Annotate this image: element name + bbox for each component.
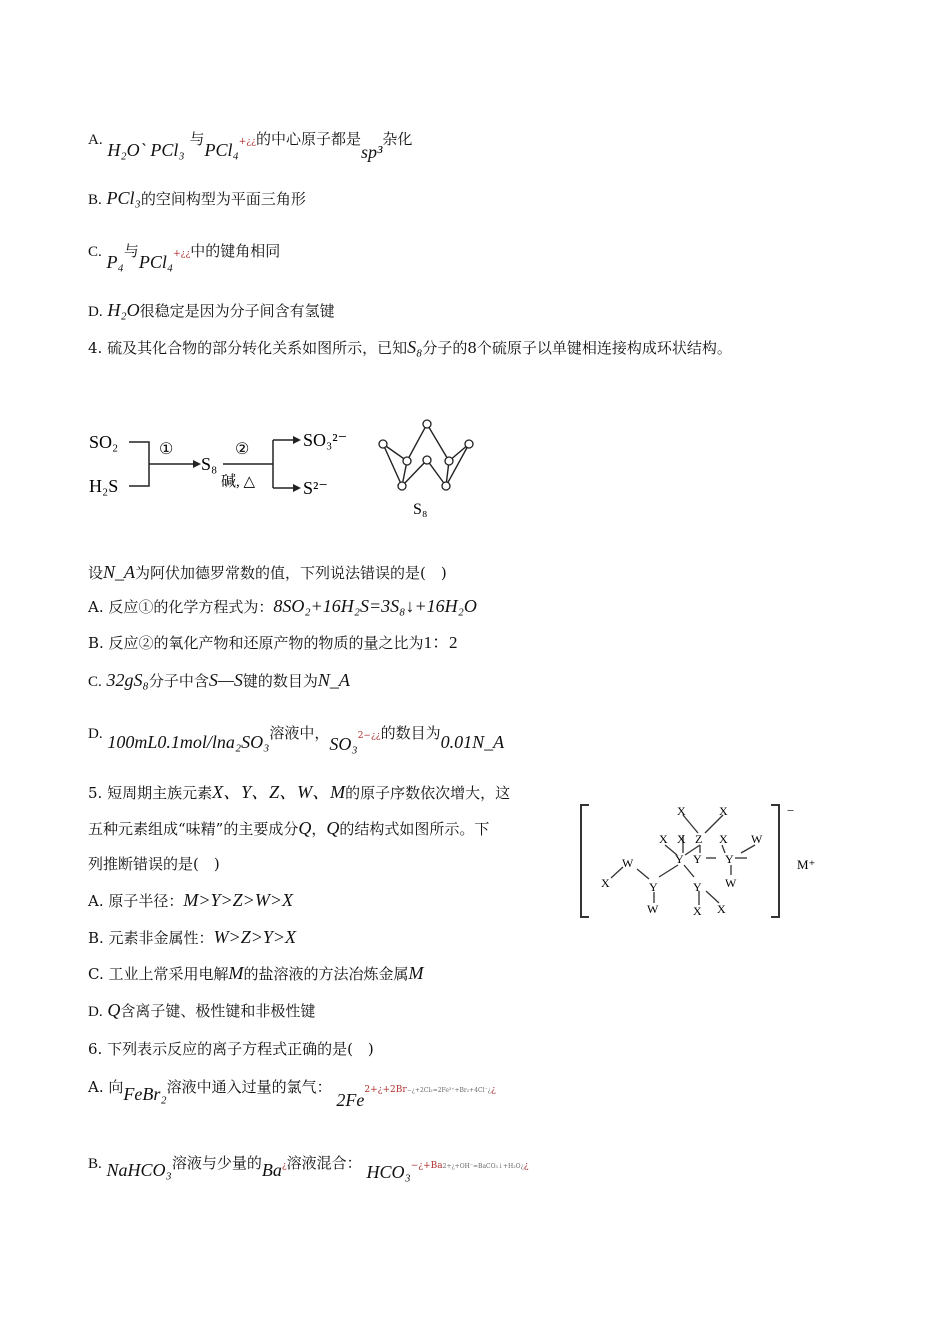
option-text: 中的键角相同 (190, 242, 281, 260)
atom-y: Y (693, 880, 702, 894)
arrowhead-s2 (293, 484, 301, 492)
stem-text: 5. 短周期主族元素 (88, 784, 213, 802)
artifact-tail: ¿ (523, 1161, 529, 1171)
formula-so3: SO₃ (329, 734, 358, 754)
formula-sp3: sp³ (360, 142, 383, 162)
formula-p4: P₄ (106, 252, 124, 272)
artifact-tail: 2−¿¿ (357, 731, 381, 741)
option-text-mid: 溶液中通入过量的氯气： (166, 1078, 332, 1096)
label-so2: SO₂ (89, 432, 119, 452)
symbol-q: Q (298, 818, 312, 838)
s8-ring (383, 424, 469, 486)
option-text: 很稳定是因为分子间含有氢键 (139, 302, 335, 320)
q4-option-d (88, 722, 505, 754)
q5-option-c (88, 963, 424, 984)
label-s2: S²⁻ (303, 478, 328, 498)
equation-tiny: 2+¿+OH⁻=BaCO₃↓+H₂O¿ (442, 1163, 524, 1170)
stem-text: 4. 硫及其化合物的部分转化关系如图所示，已知 (88, 339, 408, 357)
symbol-q: Q (107, 1000, 121, 1020)
option-text-end: 杂化 (382, 130, 413, 148)
formula-pcl4: PCl₄ (204, 140, 239, 160)
formula-pcl4: PCl₄ (138, 252, 174, 272)
option-label: D. (88, 726, 103, 742)
arrowhead-so3 (293, 436, 301, 444)
comma: ， (311, 820, 327, 838)
atom-w: W (647, 902, 659, 916)
option-text: 分子中含 (148, 672, 209, 690)
atom-z: Z (695, 832, 703, 846)
option-text: 的中心原子都是 (255, 130, 361, 148)
stem-text-end: 的原子序数依次增大，这 (345, 784, 511, 802)
symbol-na: N_A (103, 562, 136, 582)
formula-nahco3: NaHCO₃ (106, 1160, 172, 1180)
label-h2s: H₂S (89, 476, 119, 496)
q3-option-d (88, 300, 335, 322)
bracket-right (771, 805, 779, 917)
s8-atoms (379, 420, 473, 490)
artifact-tail: +¿¿ (238, 137, 256, 147)
text-yu: 与 (189, 130, 205, 148)
label-step2: ② (235, 441, 250, 458)
stem-text-end: 的结构式如图所示。下 (339, 820, 490, 838)
symbol-q: Q (326, 818, 340, 838)
inequality: W>Z>Y>X (213, 927, 297, 947)
option-label: D. (88, 1004, 103, 1020)
atom-y: Y (675, 852, 684, 866)
option-label: C. (88, 674, 102, 690)
q3-option-a (88, 128, 413, 162)
prompt-text-end: 为阿伏加德罗常数的值，下列说法错误的是( ) (135, 564, 447, 582)
option-text: A. 向 (88, 1078, 124, 1096)
bracket-left (581, 805, 589, 917)
q6-option-a (88, 1076, 496, 1110)
formula-ba: Ba (261, 1160, 282, 1180)
prompt-text: 设 (88, 564, 104, 582)
option-label: A. (88, 132, 103, 148)
sulfur-diagram (85, 410, 505, 525)
equation: 8SO₂+16H₂S=3S₈↓+16H₂O (273, 596, 477, 616)
q6-stem (88, 1039, 374, 1059)
atom-x: X (677, 832, 686, 846)
element-list: X、Y、Z、W、M (212, 782, 346, 802)
option-label: C. (88, 244, 102, 260)
q5-option-a (88, 890, 293, 911)
atom-x: X (601, 876, 610, 890)
stem-text: 列推断错误的是( ) (88, 855, 220, 873)
option-text: B. 元素非金属性： (88, 929, 214, 947)
equation-start: 2Fe (336, 1090, 365, 1110)
option-text: 的空间构型为平面三角形 (140, 190, 306, 208)
option-label: B. (88, 1156, 102, 1172)
anion-charge: − (787, 803, 795, 818)
count-value: 0.01N_A (440, 732, 505, 752)
formula-h2o: H₂O (107, 300, 140, 320)
atom-y: Y (649, 880, 658, 894)
label-step1: ① (159, 441, 174, 458)
formula-pcl3: PCl₃ (106, 188, 141, 208)
q5-stem-line3 (88, 854, 220, 874)
cation-label: M⁺ (797, 857, 816, 872)
symbol-na: N_A (317, 670, 350, 690)
label-ring: S₈ (413, 501, 428, 518)
option-text: A. 反应①的化学方程式为： (88, 598, 274, 616)
q3-option-b (88, 188, 306, 210)
label-condition: 碱, △ (221, 474, 256, 490)
formula-s8: S₈ (407, 337, 423, 357)
option-text: 溶液与少量的 (171, 1154, 262, 1172)
equation-tiny: −¿+2Cl₂=2Fe³⁺+Br₂+4Cl⁻¿ (406, 1087, 491, 1094)
text-yu: 与 (123, 242, 139, 260)
merge-bracket (129, 442, 149, 486)
atom-x: X (659, 832, 668, 846)
q3-option-c (88, 240, 281, 272)
atom-y: Y (693, 852, 702, 866)
q4-option-a (88, 596, 477, 617)
ratio-value: 1：2 (423, 633, 458, 652)
q5-stem-line1 (88, 782, 510, 803)
q6-option-b (88, 1152, 529, 1182)
artifact-tail: ¿ (281, 1161, 287, 1171)
label-so3: SO₃²⁻ (303, 430, 348, 450)
option-text-end: 的数目为 (380, 724, 441, 742)
atom-x: X (717, 902, 726, 916)
artifact-tail: +¿¿ (173, 249, 191, 259)
label-s8: S₈ (201, 454, 218, 474)
atom-w: W (751, 832, 763, 846)
option-text: 含离子键、极性键和非极性键 (120, 1002, 316, 1020)
equation-start: HCO₃ (366, 1162, 411, 1182)
q-structure-diagram (575, 795, 840, 930)
option-text: A. 原子半径： (88, 892, 184, 910)
q5-option-d (88, 1000, 315, 1022)
q5-option-b (88, 927, 296, 948)
option-label: B. (88, 192, 102, 208)
equation-tail: 2+¿+2Br (364, 1085, 407, 1095)
symbol-m: M (408, 963, 424, 983)
q4-stem (88, 337, 732, 358)
option-text: B. 反应②的氧化产物和还原产物的物质的量之比为 (88, 634, 424, 652)
formula-pcl3: PCl₃ (150, 140, 185, 160)
q5-stem-line2 (88, 818, 489, 839)
option-text-mid: 的盐溶液的方法冶炼金属 (243, 965, 409, 983)
symbol-m: M (228, 963, 244, 983)
option-text: C. 工业上常采用电解 (88, 965, 229, 983)
formula-mass: 32gS₈ (106, 670, 149, 690)
q4-option-b (88, 633, 458, 653)
atom-x: X (677, 804, 686, 818)
stem-text: 五种元素组成“味精”的主要成分 (88, 820, 299, 838)
bond-ss: S—S (208, 670, 243, 690)
formula-h2o: H₂O` (107, 140, 146, 160)
equation-tail: −¿+Ba (410, 1161, 443, 1171)
option-text: 溶液中， (269, 724, 330, 742)
arrowhead-1 (193, 460, 201, 468)
q4-option-c (88, 670, 350, 692)
atom-w: W (725, 876, 737, 890)
atom-x: X (719, 832, 728, 846)
atom-x: X (719, 804, 728, 818)
stem-text: 6. 下列表示反应的离子方程式正确的是( ) (88, 1040, 374, 1058)
atom-y: Y (725, 852, 734, 866)
option-text-mid: 溶液混合： (286, 1154, 362, 1172)
stem-text-end: 分子的8个硫原子以单键相连接构成环状结构。 (422, 339, 732, 357)
option-label: D. (88, 304, 103, 320)
formula-febr2: FeBr₂ (123, 1084, 167, 1104)
atom-x: X (693, 904, 702, 918)
artifact-tail: ¿ (490, 1085, 496, 1095)
formula-solution: 100mL0.1mol/lna₂SO₃ (107, 732, 270, 752)
q4-prompt (88, 562, 447, 583)
option-text-end: 键的数目为 (242, 672, 318, 690)
atom-w: W (622, 856, 634, 870)
inequality: M>Y>Z>W>X (183, 890, 293, 910)
